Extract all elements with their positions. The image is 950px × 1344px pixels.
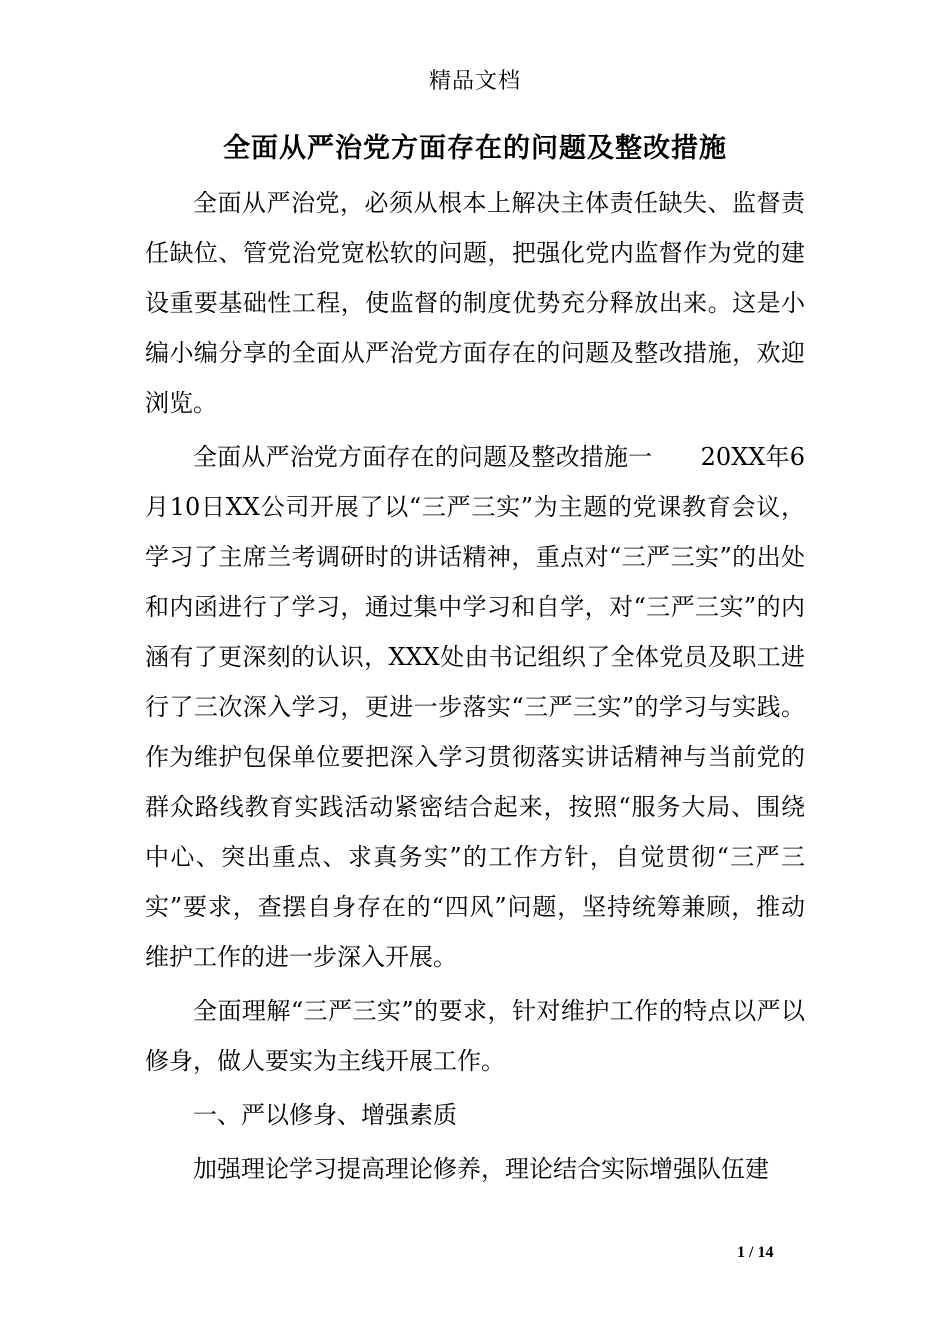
document-title: 全面从严治党方面存在的问题及整改措施 bbox=[223, 133, 727, 164]
document-body bbox=[145, 178, 805, 1198]
paragraph: 全面从严治党方面存在的问题及整改措施一 20XX年6月10日XX公司开展了以“三严三实”为主题的党课教育会议，学习了主席兰考调研时的讲话精神，重点对“三严三实”的出处和内函进行了学习，通过集中学习和自学，对“三严三实”的内涵有了更深刻的认识，XXX处由书记组织了全体党员及职工进行了三次深入学习，更进一步落实“三严三实”的学习与实践。作为维护包保单位要把深入学习贯彻落实讲话精神与当前党的群众路线教育实践活动紧密结合起来，按照“服务大局、围绕中心、突出重点、求真务实”的工作方针，自觉贯彻“三严三实”要求，查摆自身存在的“四风”问题，坚持统筹兼顾，推动维护工作的进一步深入开展。 bbox=[145, 443, 805, 971]
section-heading: 一、严以修身、增强素质 bbox=[193, 1101, 457, 1129]
paragraph: 全面理解“三严三实”的要求，针对维护工作的特点以严以修身，做人要实为主线开展工作。 bbox=[145, 997, 805, 1075]
page-header: 精品文档 bbox=[428, 69, 521, 94]
paragraph: 加强理论学习提高理论修养，理论结合实际增强队伍建 bbox=[193, 1155, 769, 1183]
paragraph: 全面从严治党，必须从根本上解决主体责任缺失、监督责任缺位、管党治党宽松软的问题，把强化党内监督作为党的建设重要基础性工程，使监督的制度优势充分释放出来。这是小编小编分享的全面从严治党方面存在的问题及整改措施，欢迎浏览。 bbox=[145, 189, 805, 417]
page-number: 1 / 14 bbox=[737, 1244, 774, 1261]
